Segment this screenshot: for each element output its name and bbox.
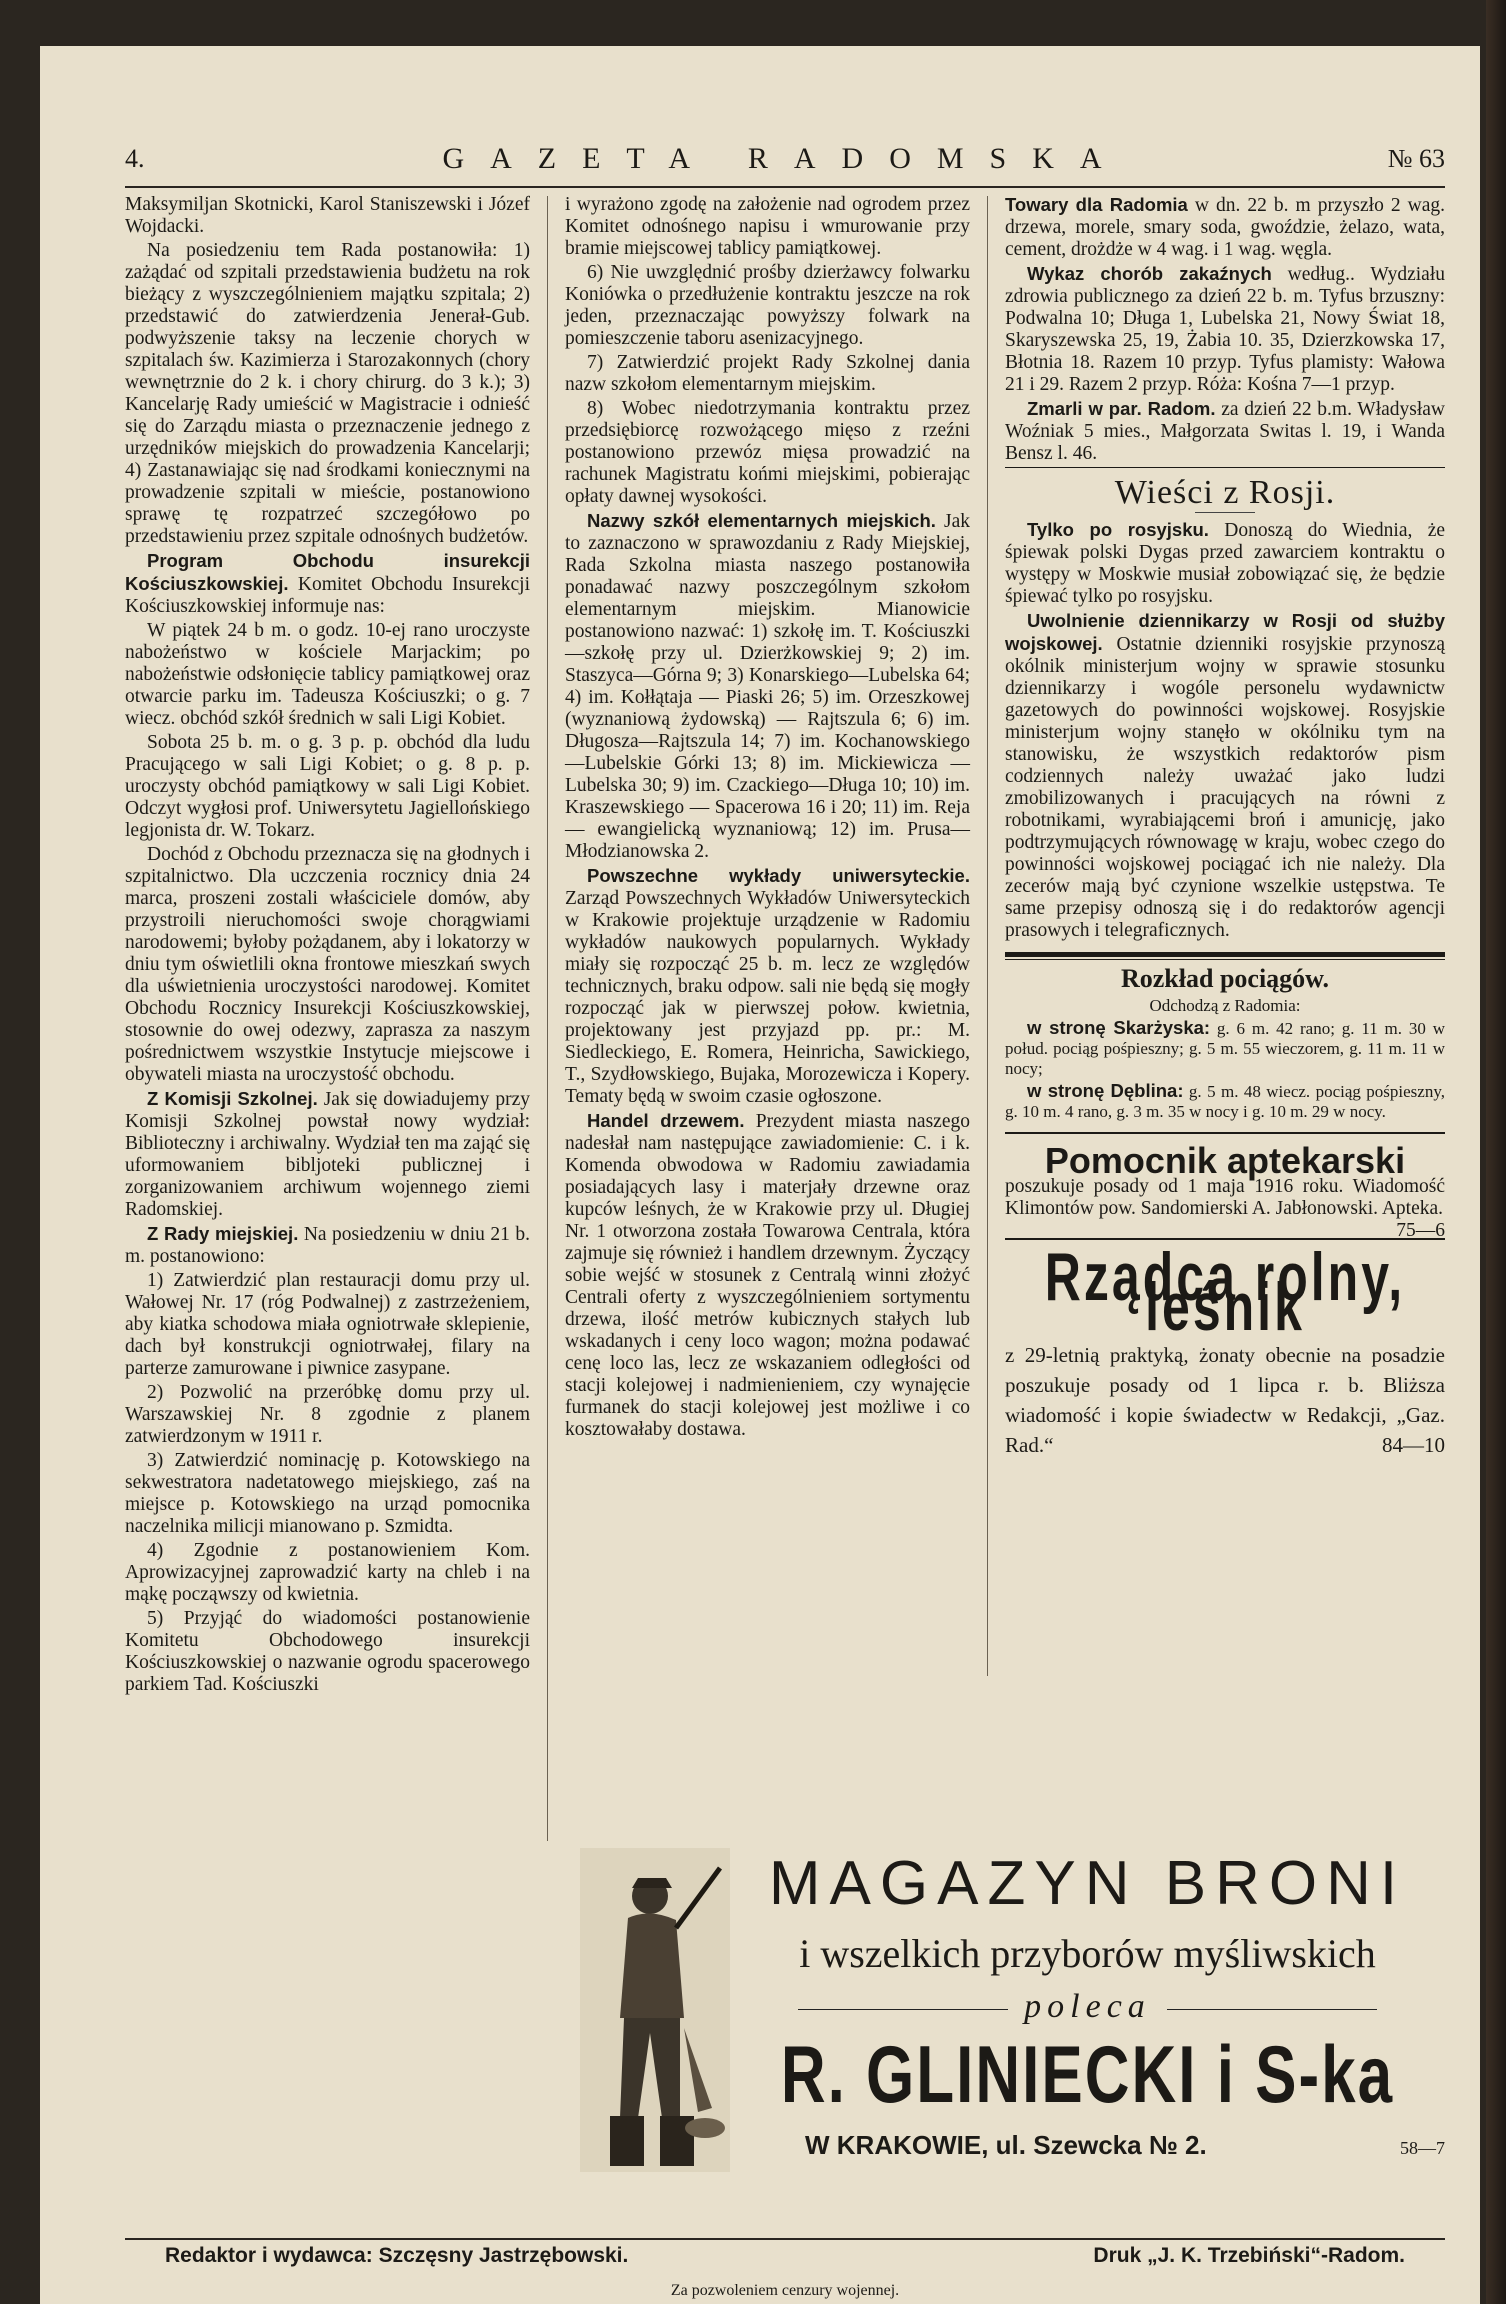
article-paragraph	[125, 620, 530, 730]
article-paragraph	[125, 240, 530, 548]
heading-separator	[1195, 512, 1255, 513]
rozklad-heading: Rozkład pociągów.	[1120, 964, 1330, 993]
article-text: Maksymiljan Skotnicki, Karol Staniszewski i Józef Wojdacki.	[125, 194, 530, 237]
article-text: 6) Nie uwzględnić prośby dzierżawcy folwarku Koniówka o przedłużenie kontraktu jeszcze na rok jeden, przeznaczając powyższy folwark na pomieszczenie taboru asenizacyjnego.	[565, 262, 970, 349]
article-paragraph	[125, 1450, 530, 1538]
section-rule-thick	[1005, 952, 1445, 957]
masthead-title: GAZETA RADOMSKA	[442, 142, 1128, 175]
train-skarzysko: w stronę Skarżyska: g. 6 m. 42 rano; g. 11 m. 30 w połud. pociąg pośpieszny; g. 5 m. 55 wieczorem, g. 11 m. 11 w nocy;	[1005, 1017, 1445, 1078]
magazyn-broni-advert	[580, 1848, 1445, 2172]
article-text: Prezydent miasta naszego nadesłał nam następujące zawiadomienie: C. i k. Komenda obwodowa w Radomiu zawiadamia posiadających lasy i materjały drzewne oraz kupców leśnych, że w Krakowie przy ul. Długiej Nr. 1 otworzona została Towarowa Centrala, która zajmuje się również i handlem drzewnym. Życzący sobie wejść w stosunek z Centralą winni złożyć Centrali oferty z wyszczególnieniem sortymentu drzewa, ilość metrów kubicznych stałych lub wskadanych i ceny loco wagon; można podawać cenę loco las, lecz ze wskazaniem odległości od stacji kolejowej i nadmienieniem, czy wynajęcie furmanek do stacji kolejowej jest możliwe i co kosztowałaby dostawa.	[565, 1111, 970, 1440]
article-text: Dochód z Obchodu przeznacza się na głodnych i szpitalnictwo. Dla uczczenia rocznicy dnia 24 marca, proszeni zostali właściciele domów, aby przystroili nieruchomości swoje chorągwiami narodowemi; byłoby pożądanem, aby i lokatorzy w dniu tym oświetlili okna frontowe mieszkań swych dla uświetnienia uroczystości narodowej. Komitet Obchodu Rocznicy Insurekcji Kościuszkowskiej, stosownie do owej odezwy, zaprasza za naszym pośrednictwem wszystkie Instytucje miejscowe i obywateli miasta na uroczystość obchodu.	[125, 844, 530, 1085]
article-text: Na posiedzeniu tem Rada postanowiła: 1) zażądać od szpitali przedstawienia budżetu na rok bieżący z wyszczególnieniem majątku szpitala; 2) przedstawić do zatwierdzenia Jenerał-Gub. podwyższenie taksy na leczenie chorych w szpitalach św. Kazimierza i Starozakonnych (chory wewnętrznie do 2 k. i chory chirurg. do 3 k.); 3) Kancelarję Rady umieścić w Magistracie i odnieść się do Zarządu miasta o przeznaczenie jednego z urzędników miejskich do prowadzenia Kancelarji; 4) Zastanawiając się nad środkami koniecznymi na prowadzenie szpitali w mieście, postanowiono sprawę tę rozpatrzeć szczegółowo po przedstawieniu przez szpitale odnośnych budżetów.	[125, 240, 530, 547]
article-text: 2) Pozwolić na przeróbkę domu przy ul. Warszawskiej Nr. 8 zgodnie z planem zatwierdzonym w 1911 r.	[125, 1382, 530, 1447]
article-text: 8) Wobec niedotrzymania kontraktu przez przedsiębiorcę rozwożącego mięso z rzeźni postanowiono przewóz mięsa prowadzić na rachunek Magistratu końmi miejskimi, pobierając opłaty dawnej wysokości.	[565, 398, 970, 507]
article-text: Jak to zaznaczono w sprawozdaniu z Rady Miejskiej, Rada Szkolna miasta naszego postanowiła ponadawać nazwy poszczególnym szkołom elementarnym miejskim. Mianowicie postanowiono nazwać: 1) szkołę im. T. Kościuszki—szkołę przy ul. Dzierżkowskiej 9; 2) im. Staszyca—Górna 9; 3) Konarskiego—Lubelska 64; 4) im. Kołłątaja — Piaski 26; 5) im. Orzeszkowej (wyznaniową żydowską) — Rajtszula 6; 6) im. Długosza—Rajtszula 14; 7) im. Kochanowskiego—Lubelskie Górki 13; 8) im. Mickiewicza — Lubelska 30; 9) im. Czackiego—Długa 10; 10) im. Kraszewskiego — Spacerowa 16 i 20; 11) im. Reja — ewangielicką wyznaniową; 12) im. Prusa—Młodzianowska 2.	[565, 511, 970, 862]
wiesci-heading: Wieści z Rosji.	[1114, 474, 1336, 511]
footer-censor: Za pozwoleniem cenzury wojennej.	[670, 2282, 900, 2299]
uwolnienie-item: Uwolnienie dziennikarzy w Rosji od służby wojskowej. Ostatnie dzienniki rosyjskie przynoszą okólnik ministerjum wojny w sprawie stosunku dziennikarzy i wogóle personelu wydawnictw gazetowych do powinności wojskowej. Rosyjskie ministerjum wojny stanęło w okólniku tym na stanowisku, że wszystkich redaktorów pism codziennych należy uważać jako ludzi zmobilizowanych i pracujących na równi z robotnikami, wyrabiającemi broń i amunicję, jako podtrzymujących równowagę w kraju, wobec czego do powinności wojskowej pociągać ich nie należy. Dla zecerów mają być czynione wszelkie ustępstwa. Te same przepisy odnoszą się i do redaktorów agencji prasowych i telegraficznych.	[1005, 610, 1445, 941]
page-number: 4.	[125, 144, 145, 173]
article-paragraph	[565, 1110, 970, 1441]
article-heading: Z Komisji Szkolnej.	[147, 1088, 318, 1109]
article-paragraph	[565, 352, 970, 396]
article-text: Jak się dowiadujemy przy Komisji Szkolnej powstał nowy wydział: Biblioteczny i archiwalny. Wydział ten ma zająć się uformowaniem bibljoteki publicznej i zorganizowaniem archiwum wojennego ziemi Radomskiej.	[125, 1089, 531, 1220]
article-paragraph	[125, 1382, 530, 1448]
ad-rule	[1005, 1132, 1445, 1134]
newspaper-page	[40, 46, 1480, 2304]
article-text: 1) Zatwierdzić plan restauracji domu przy ul. Wałowej Nr. 17 (róg Podwalnej) z zastrzeżeniem, aby kiatka schodowa miała ogniotrwałe sklepienie, dach był konstrukcji ogniotrwałej, filary na parterze zamurowane i piwnice zasypane.	[125, 1270, 530, 1379]
article-paragraph	[125, 732, 530, 842]
ad-poleca: poleca	[730, 1988, 1445, 2026]
article-paragraph	[565, 398, 970, 508]
footer-rule	[125, 2238, 1445, 2240]
article-paragraph	[125, 1608, 530, 1696]
ad-company-name: R. GLINIECKI i S-ka	[780, 2030, 1395, 2121]
section-rule	[1005, 467, 1445, 468]
zmarli-item: Zmarli w par. Radom. za dzień 22 b.m. Władysław Woźniak 5 mies., Małgorzata Switas l. 19, i Wanda Bensz l. 46.	[1005, 398, 1446, 464]
article-text: W piątek 24 b m. o godz. 10-ej rano uroczyste nabożeństwo w kościele Marjackim; po nabożeństwie odsłonięcie tablicy pamiątkowej oraz otwarcie parku im. Tadeusza Kościuszki; o g. 7 wiecz. obchód szkół średnich w sali Ligi Kobiet.	[125, 620, 530, 729]
footer-printer: Druk „J. K. Trzebiński“-Radom.	[1093, 2244, 1405, 2267]
rozklad-subheading: Odchodzą z Radomia:	[1149, 996, 1301, 1015]
article-heading: Powszechne wykłady uniwersyteckie.	[587, 865, 970, 886]
ad-title: MAGAZYN BRONI	[768, 1849, 1407, 1918]
footer-editor: Redaktor i wydawca: Szczęsny Jastrzębowski.	[165, 2244, 629, 2267]
ad-address: W KRAKOWIE, ul. Szewcka № 2.	[805, 2130, 1207, 2160]
pomocnik-heading: Pomocnik aptekarski	[1044, 1140, 1406, 1181]
pomocnik-text: poszukuje posady od 1 maja 1916 roku. Wiadomość Klimontów pow. Sandomierski A. Jabłonowski. Apteka. 75—6	[1005, 1176, 1445, 1241]
article-paragraph	[125, 1223, 530, 1268]
article-text: Na posiedzeniu w dniu 21 b. m. postanowiono:	[125, 1224, 530, 1267]
ad-code: 58—7	[1400, 2138, 1445, 2158]
article-paragraph	[125, 1270, 530, 1380]
article-heading: Program Obchodu insurekcji Kościuszkowskiej.	[125, 550, 530, 594]
header-rule	[125, 186, 1445, 188]
article-paragraph	[125, 1088, 530, 1221]
page-header	[125, 138, 1445, 184]
article-heading: Z Rady miejskiej.	[147, 1223, 299, 1244]
article-text: i wyrażono zgodę na założenie nad ogrodem przez Komitet odnośnego napisu i wmurowanie przy bramie miejscowej tablicy pamiątkowej.	[565, 194, 970, 259]
article-paragraph	[125, 550, 530, 618]
article-text: Komitet Obchodu Insurekcji Kościuszkowskiej informuje nas:	[125, 574, 530, 617]
ad-subtitle: i wszelkich przyborów myśliwskich	[799, 1931, 1376, 1976]
article-paragraph	[565, 510, 970, 863]
article-paragraph	[565, 194, 970, 260]
article-paragraph	[565, 262, 970, 350]
article-paragraph	[565, 865, 970, 1108]
issue-number: № 63	[1387, 144, 1445, 173]
rzadca-text: z 29-letnią praktyką, żonaty obecnie na posadzie poszukuje posady od 1 lipca r. b. Bliższa wiadomość i kopie świadectw w Redakcji, „Gaz. Rad.“ 84—10	[1005, 1343, 1445, 1457]
article-text: 4) Zgodnie z postanowieniem Kom. Aprowizacyjnej zaprowadzić karty na chleb i na mąkę począwszy od kwietnia.	[125, 1540, 530, 1605]
column-right	[1005, 194, 1445, 1462]
column-middle	[565, 194, 970, 1443]
hunter-with-rifle-illustration	[580, 1848, 730, 2172]
article-paragraph	[125, 194, 530, 238]
train-deblin: w stronę Dęblina: g. 5 m. 48 wiecz. pociąg pośpieszny, g. 10 m. 4 rano, g. 3 m. 35 w nocy i g. 10 m. 29 w nocy.	[1005, 1080, 1445, 1121]
column-divider-1	[547, 196, 548, 1841]
article-paragraph	[125, 1540, 530, 1606]
article-text: 5) Przyjąć do wiadomości postanowienie Komitetu Obchodowego insurekcji Kościuszkowskiej o nazwanie ogrodu spacerowego parkiem Tad. Kościuszki	[125, 1608, 530, 1695]
towary-item: Towary dla Radomia w dn. 22 b. m przyszło 2 wag. drzewa, morele, smary soda, gwoździe, żelazo, wata, cement, drożdże w 4 wag. i 1 wag. węgla.	[1005, 194, 1445, 260]
column-left	[125, 194, 530, 1698]
article-heading: Handel drzewem.	[587, 1110, 745, 1131]
article-text: 7) Zatwierdzić projekt Rady Szkolnej dania nazw szkołom elementarnym miejskim.	[565, 352, 970, 395]
article-paragraph	[125, 844, 530, 1086]
article-text: Sobota 25 b. m. o g. 3 p. p. obchód dla ludu Pracującego w sali Ligi Kobiet; o g. 8 p. p. uroczysty obchód pamiątkowy w sali Ligi Kobiet. Odczyt wygłosi prof. Uniwersytetu Jagiellońskiego legjonista dr. W. Tokarz.	[125, 732, 530, 841]
column-divider-2	[987, 196, 988, 1676]
tylko-item: Tylko po rosyjsku. Donoszą do Wiednia, że śpiewak polski Dygas przed zawarciem kontraktu o występy w Moskwie musiał zobowiązać się, że będzie śpiewać tylko po rosyjsku.	[1005, 519, 1446, 607]
book-binding-edge	[1486, 0, 1506, 2304]
article-heading: Nazwy szkół elementarnych miejskich.	[587, 510, 936, 531]
rzadca-heading: Rządca rolny, leśnik	[1044, 1239, 1406, 1345]
wykaz-item: Wykaz chorób zakaźnych według.. Wydziału zdrowia publicznego za dzień 22 b. m. Tyfus brzuszny: Podwalna 10; Długa 1, Lubelska 21, Nowy Świat 18, Skaryszewska 25, 19, Żabia 10. 35, Dzierzkowska 17, Błotnia 18. Razem 10 przyp. Tyfus plamisty: Wałowa 21 i 29. Razem 2 przyp. Róża: Kośna 7—1 przyp.	[1005, 263, 1446, 395]
article-text: Zarząd Powszechnych Wykładów Uniwersyteckich w Krakowie projektuje urządzenie w Radomiu wykładów naukowych popularnych. Wykłady miały się rozpocząć 25 b. m. lecz ze względów technicznych, braku odpow. sali nie będą się mogły rozpocząć jak w pierwszej połow. kwietnia, projektowany jest przyjazd pp. pr.: M. Siedleckiego, E. Romera, Heinricha, Sawickiego, T., Szydłowskiego, Bujaka, Morozewicza i Kopery. Tematy będą w swoim czasie ogłoszone.	[565, 888, 970, 1107]
page-sheet	[125, 46, 1445, 2304]
article-text: 3) Zatwierdzić nominację p. Kotowskiego na sekwestratora nadetatowego miejskiego, zaś na miejsce p. Kotowskiego na urząd pomocnika naczelnika milicji mianowano p. Szmidta.	[125, 1450, 530, 1537]
section-rule-thin	[1005, 959, 1445, 960]
